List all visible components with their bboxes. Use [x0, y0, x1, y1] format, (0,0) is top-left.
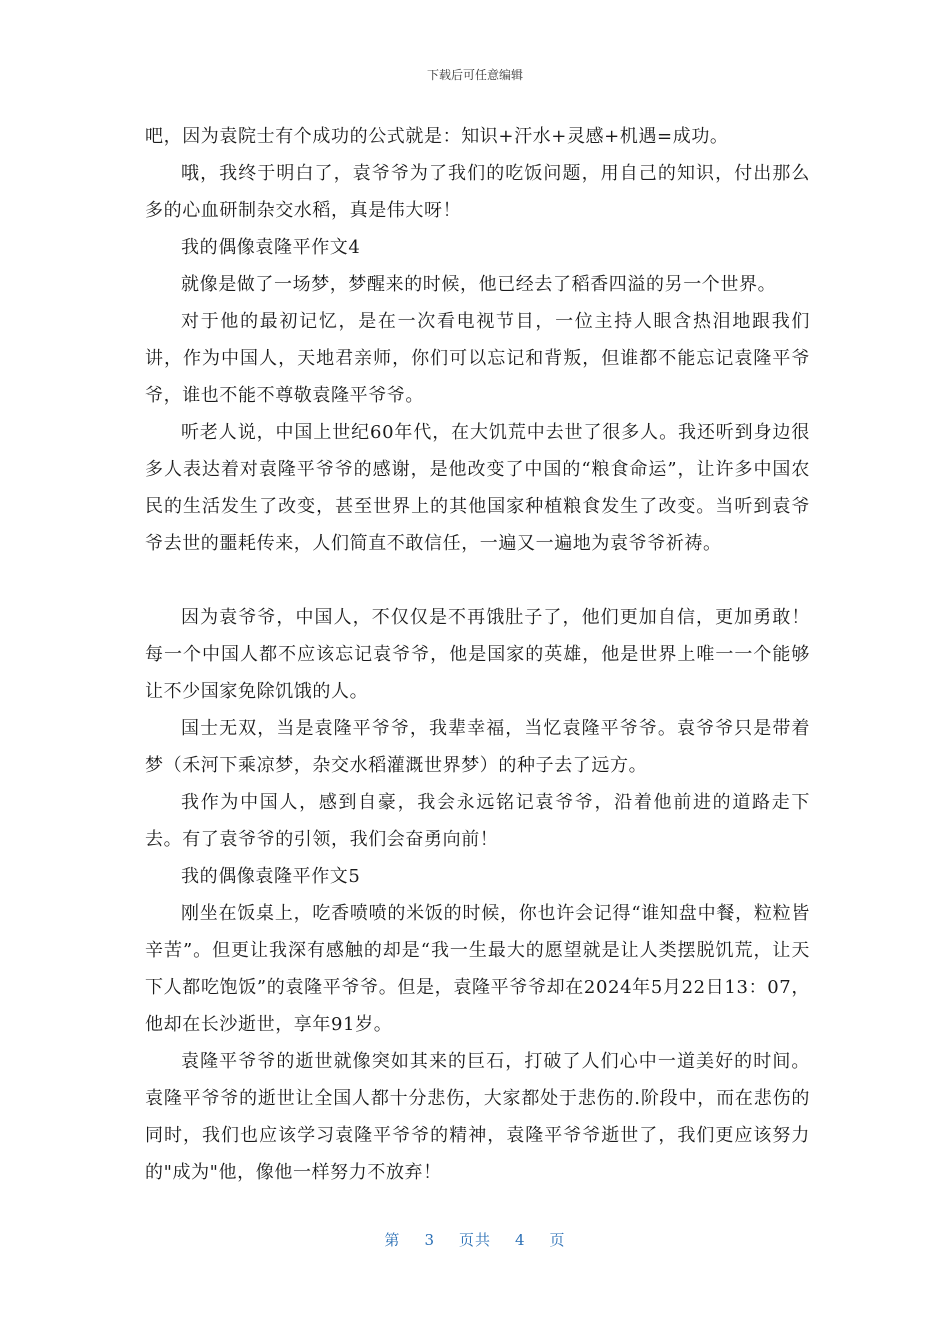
document-body [145, 118, 810, 1191]
paragraph: 因为袁爷爷，中国人，不仅仅是不再饿肚子了，他们更加自信，更加勇敢！每一个中国人都不应该忘记袁爷爷，他是国家的英雄，他是世界上唯一一个能够让不少国家免除饥饿的人。 [145, 607, 810, 702]
header-note: 下载后可任意编辑 [426, 68, 523, 82]
paragraph: 刚坐在饭桌上，吃香喷喷的米饭的时候，你也许会记得“谁知盘中餐，粒粒皆辛苦”。但更让我深有感触的却是“我一生最大的愿望就是让人类摆脱饥荒，让天下人都吃饱饭”的袁隆平爷爷。但是，袁隆平爷爷却在2024年5月22日13：07，他却在长沙逝世，享年91岁。 [145, 903, 810, 1035]
paragraph: 国士无双，当是袁隆平爷爷，我辈幸福，当忆袁隆平爷爷。袁爷爷只是带着梦（禾河下乘凉梦，杂交水稻灌溉世界梦）的种子去了远方。 [145, 718, 810, 776]
section-title: 我的偶像袁隆平作文4 [181, 237, 361, 258]
section-title: 我的偶像袁隆平作文5 [181, 866, 361, 887]
paragraph: 我作为中国人，感到自豪，我会永远铭记袁爷爷，沿着他前进的道路走下去。有了袁爷爷的引领，我们会奋勇向前！ [145, 792, 810, 850]
page-suffix: 页 [549, 1231, 566, 1249]
page-total: 4 [515, 1231, 526, 1249]
paragraph: 就像是做了一场梦，梦醒来的时候，他已经去了稻香四溢的另一个世界。 [181, 274, 777, 295]
page-footer [0, 1229, 950, 1250]
page-current: 3 [424, 1231, 435, 1249]
paragraph-gap [145, 562, 810, 599]
paragraph: 袁隆平爷爷的逝世就像突如其来的巨石，打破了人们心中一道美好的时间。袁隆平爷爷的逝世让全国人都十分悲伤，大家都处于悲伤的.阶段中，而在悲伤的同时，我们也应该学习袁隆平爷爷的精神，袁隆平爷爷逝世了，我们更应该努力的"成为"他，像他一样努力不放弃！ [145, 1051, 810, 1183]
paragraph: 哦，我终于明白了，袁爷爷为了我们的吃饭问题，用自己的知识，付出那么多的心血研制杂交水稻，真是伟大呀！ [145, 163, 810, 221]
page-label: 第 [384, 1231, 401, 1249]
paragraph-continued: 吧，因为袁院士有个成功的公式就是：知识+汗水+灵感+机遇=成功。 [145, 126, 729, 147]
paragraph: 听老人说，中国上世纪60年代，在大饥荒中去世了很多人。我还听到身边很多人表达着对袁隆平爷爷的感谢，是他改变了中国的“粮食命运”，让许多中国农民的生活发生了改变，甚至世界上的其他国家种植粮食发生了改变。当听到袁爷爷去世的噩耗传来，人们简直不敢信任，一遍又一遍地为袁爷爷祈祷。 [145, 422, 810, 554]
paragraph: 对于他的最初记忆，是在一次看电视节目，一位主持人眼含热泪地跟我们讲，作为中国人，天地君亲师，你们可以忘记和背叛，但谁都不能忘记袁隆平爷爷，谁也不能不尊敬袁隆平爷爷。 [145, 311, 810, 406]
page-total-label: 页共 [458, 1231, 491, 1249]
